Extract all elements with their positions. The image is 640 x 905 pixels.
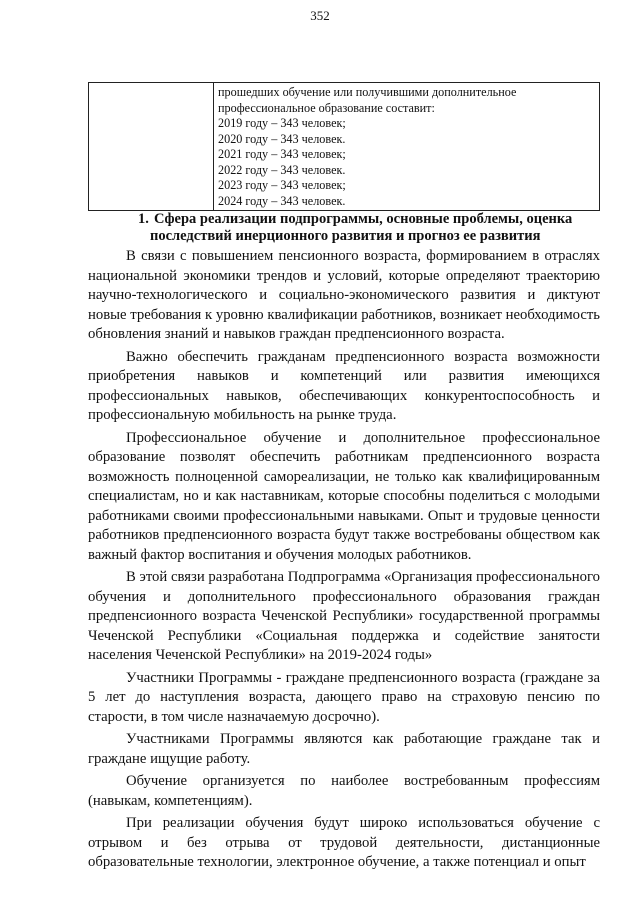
table-line: прошедших обучение или получившими дополнительное — [218, 85, 517, 99]
section-heading-line-2: последствий инерционного развития и прогноз ее развития — [150, 228, 541, 244]
paragraph: Обучение организуется по наиболее востребованным профессиям (навыкам, компетенциям). — [88, 773, 600, 809]
section-heading — [138, 211, 608, 245]
paragraph: Профессиональное обучение и дополнительное профессиональное образование позволят обеспечить работникам предпенсионного возраста возможность полноценной самореализации, не только как квалифицированным специалистам, но и как наставникам, которые способны поделиться с молодыми работниками своими профессиональными навыками. Опыт и трудовые ценности работников предпенсионного возраста будут также востребованы обществом как важный фактор воспитания и обучения молодых работников. — [88, 429, 600, 563]
table-line: 2024 году – 343 человек. — [218, 193, 346, 208]
table-line: 2022 году – 343 человек. — [218, 162, 346, 177]
paragraph: В связи с повышением пенсионного возраста, формированием в отраслях национальной экономики трендов и условий, которые определяют траекторию научно-технологического и социально-экономического развития и диктуют новые требования к уровню квалификации работников, возникает необходимость обновления знаний и навыков граждан предпенсионного возраста. — [88, 248, 600, 342]
table-line: 2023 году – 343 человек; — [218, 178, 346, 192]
table-line: 2020 году – 343 человек. — [218, 131, 346, 146]
paragraph: При реализации обучения будут широко использоваться обучение с отрывом и без отрыва от трудовой деятельности, дистанционные образовательные технологии, электронное обучение, а также потенциал и опыт — [88, 815, 600, 870]
info-table — [88, 82, 600, 211]
section-heading-line-1: Сфера реализации подпрограммы, основные проблемы, оценка — [154, 211, 573, 227]
paragraph: В этой связи разработана Подпрограмма «Организация профессионального обучения и дополнительного профессионального образования граждан предпенсионного возраста Чеченской Республики» государственной программы Чеченской Республики «Социальная поддержка и содействие занятости населения Чеченской Республики» на 2019-2024 годы» — [88, 569, 600, 663]
paragraph: Важно обеспечить гражданам предпенсионного возраста возможности приобретения навыков и компетенций или развития имеющихся профессиональных навыков, обеспечивающих конкурентоспособность и профессиональную мобильность на рынке труда. — [88, 348, 600, 423]
table-cell-right — [214, 83, 600, 211]
table-line: 2021 году – 343 человек; — [218, 147, 346, 161]
page-number: 352 — [310, 8, 330, 23]
paragraph: Участники Программы - граждане предпенсионного возраста (граждане за 5 лет до наступления возраста, дающего право на страховую пенсию по старости, в том числе назначаемую досрочно). — [88, 669, 600, 725]
paragraph: Участниками Программы являются как работающие граждане так и граждане ищущие работу. — [88, 731, 600, 767]
table-row — [89, 83, 600, 211]
section-number: 1. — [138, 211, 149, 227]
table-cell-left — [89, 83, 214, 211]
body-text — [88, 247, 600, 876]
table-line: профессиональное образование составит: — [218, 100, 435, 115]
table-line: 2019 году – 343 человек; — [218, 116, 346, 130]
